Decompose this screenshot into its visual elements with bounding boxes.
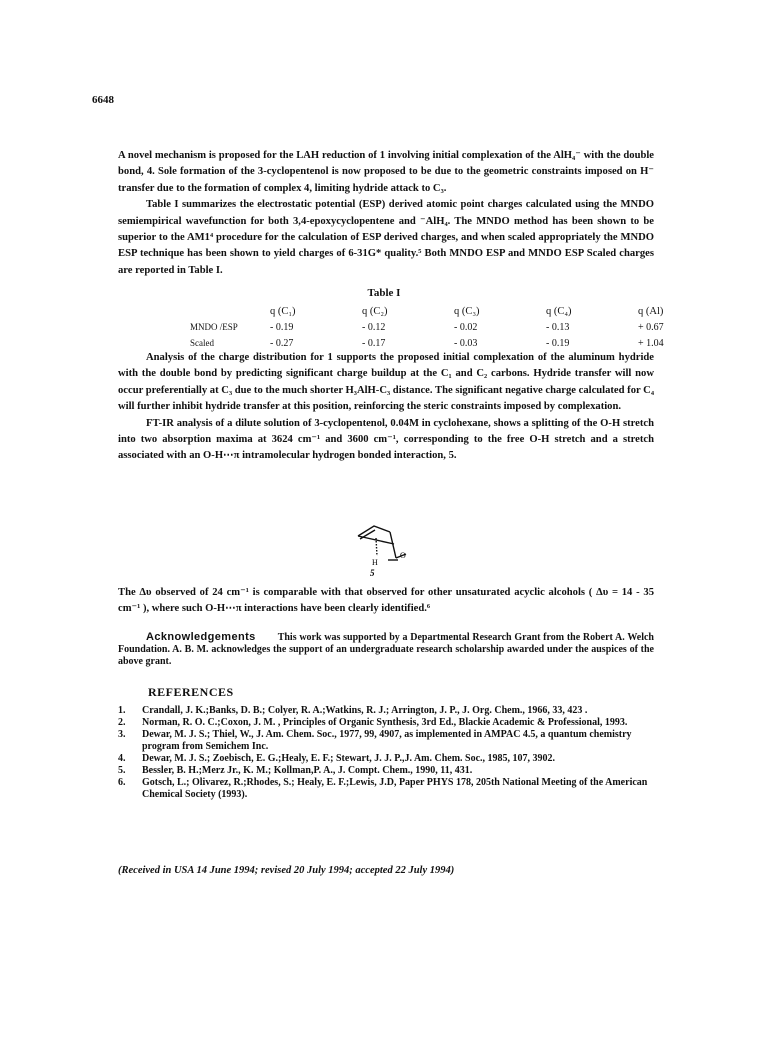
- molecule-o-label: O: [400, 551, 406, 560]
- acknowledgements-heading: Acknowledgements: [146, 631, 256, 643]
- charges-table: [190, 303, 720, 351]
- reference-text: Crandall, J. K.;Banks, D. B.; Colyer, R. A.;Watkins, R. J.; Arrington, J. P., J. Org. Chem., 1966, 33, 423 .: [142, 705, 588, 716]
- molecule-5-structure: [350, 520, 440, 580]
- reference-number: 1.: [118, 705, 126, 716]
- acknowledgements-text: This work was supported by a Departmental Research Grant from the Robert A. Welch Foundation. A. B. M. acknowledges the support of an undergraduate research scholarship awarded under the auspices of the above grant.: [118, 632, 654, 667]
- body-text-top: [118, 148, 654, 279]
- table-cell: + 0.67: [638, 321, 664, 333]
- table-cell: + 1.04: [638, 337, 664, 349]
- reference-number: 4.: [118, 753, 126, 764]
- table-cell: - 0.19: [270, 321, 294, 333]
- row-label: Scaled: [190, 338, 214, 348]
- paragraph-charge-analysis: Analysis of the charge distribution for 1 supports the proposed initial complexation of the aluminum hydride with the double bond by predicting significant charge buildup at the C₁ and C₂ carbons. Hydride transfer will now occur preferentially at C₃ due to the much shorter H₃AlH-C₃ distance. The significant negative charge calculated for C₄ will further inhibit hydride transfer at this position, reinforcing the steric constraints imposed by complexation.: [118, 352, 654, 413]
- paragraph-ftir: FT-IR analysis of a dilute solution of 3-cyclopentenol, 0.04M in cyclohexane, shows a splitting of the O-H stretch into two absorption maxima at 3624 cm⁻¹ and 3600 cm⁻¹, corresponding to the free O-H stretch and a stretch associated with an O-H⋯π intramolecular hydrogen bonded interaction, 5.: [118, 417, 654, 462]
- molecule-h-label: H: [372, 558, 378, 567]
- molecule-number: 5: [370, 568, 375, 578]
- reference-item: [118, 777, 658, 801]
- reference-item: [118, 717, 658, 729]
- column-header-c1: q (C₁): [270, 305, 296, 317]
- reference-item: [118, 729, 658, 753]
- references-heading: REFERENCES: [148, 685, 234, 699]
- row-label: MNDO /ESP: [190, 322, 238, 332]
- page-number: 6648: [92, 94, 114, 106]
- reference-text: Dewar, M. J. S.; Zoebisch, E. G.;Healy, E. F.; Stewart, J. J. P.,J. Am. Chem. Soc., 1985, 107, 3902.: [142, 753, 556, 764]
- reference-text: Bessler, B. H.;Merz Jr., K. M.; Kollman,P. A., J. Compt. Chem., 1990, 11, 431.: [142, 765, 473, 776]
- table-cell: - 0.17: [362, 337, 386, 349]
- received-dates: (Received in USA 14 June 1994; revised 20 July 1994; accepted 22 July 1994): [118, 865, 455, 876]
- table-header-row: [190, 303, 720, 319]
- paragraph-delta-nu: The Δυ observed of 24 cm⁻¹ is comparable with that observed for other unsaturated acyclic alcohols ( Δυ = 14 - 35 cm⁻¹ ), where such O-H⋯π interactions have been clearly identified.⁶: [118, 587, 654, 615]
- reference-text: Norman, R. O. C.;Coxon, J. M. , Principles of Organic Synthesis, 3rd Ed., Blackie Academic & Professional, 1993.: [142, 717, 628, 728]
- reference-number: 5.: [118, 765, 126, 776]
- reference-item: [118, 765, 658, 777]
- references-list: [118, 705, 658, 801]
- column-header-c2: q (C₂): [362, 305, 388, 317]
- table-cell: - 0.13: [546, 321, 570, 333]
- paragraph-table-summary: Table I summarizes the electrostatic potential (ESP) derived atomic point charges calculated using the MNDO semiempirical wavefunction for both 3,4-epoxycyclopentene and ⁻AlH₄. The MNDO method has been shown to be superior to the AM1⁴ procedure for the calculation of ESP derived charges, and when scaled appropriately the MNDO ESP technique has been shown to yield charges of 6-31G* quality.⁵ Both MNDO ESP and MNDO ESP Scaled charges are reported in Table I.: [118, 199, 654, 276]
- column-header-c4: q (C₄): [546, 305, 572, 317]
- reference-item: [118, 705, 658, 717]
- table-cell: - 0.02: [454, 321, 478, 333]
- column-header-al: q (Al): [638, 305, 664, 317]
- table-cell: - 0.19: [546, 337, 570, 349]
- table-row: [190, 319, 720, 335]
- acknowledgements: [118, 631, 654, 668]
- table-cell: - 0.12: [362, 321, 386, 333]
- reference-text: Gotsch, L.; Olivarez, R.;Rhodes, S.; Healy, E. F.;Lewis, J.D, Paper PHYS 178, 205th National Meeting of the American Chemical Society (1993).: [142, 777, 648, 800]
- reference-item: [118, 753, 658, 765]
- table-cell: - 0.27: [270, 337, 294, 349]
- table-row: [190, 335, 720, 351]
- reference-number: 3.: [118, 729, 126, 740]
- column-header-c3: q (C₃): [454, 305, 480, 317]
- reference-number: 6.: [118, 777, 126, 788]
- table-cell: - 0.03: [454, 337, 478, 349]
- body-text-middle: [118, 350, 654, 465]
- reference-text: Dewar, M. J. S.; Thiel, W., J. Am. Chem. Soc., 1977, 99, 4907, as implemented in AMPAC 4.5, a quantum chemistry program from Semichem Inc.: [142, 729, 632, 752]
- body-text-lower: [118, 585, 654, 618]
- reference-number: 2.: [118, 717, 126, 728]
- table-title: Table I: [367, 287, 401, 299]
- table-corner: [190, 303, 260, 319]
- paragraph-mechanism: A novel mechanism is proposed for the LAH reduction of 1 involving initial complexation of the AlH₄⁻ with the double bond, 4. Sole formation of the 3-cyclopentenol is now proposed to be due to the geometric constraints imposed on H⁻ transfer due to the formation of complex 4, limiting hydride attack to C₃.: [118, 150, 654, 194]
